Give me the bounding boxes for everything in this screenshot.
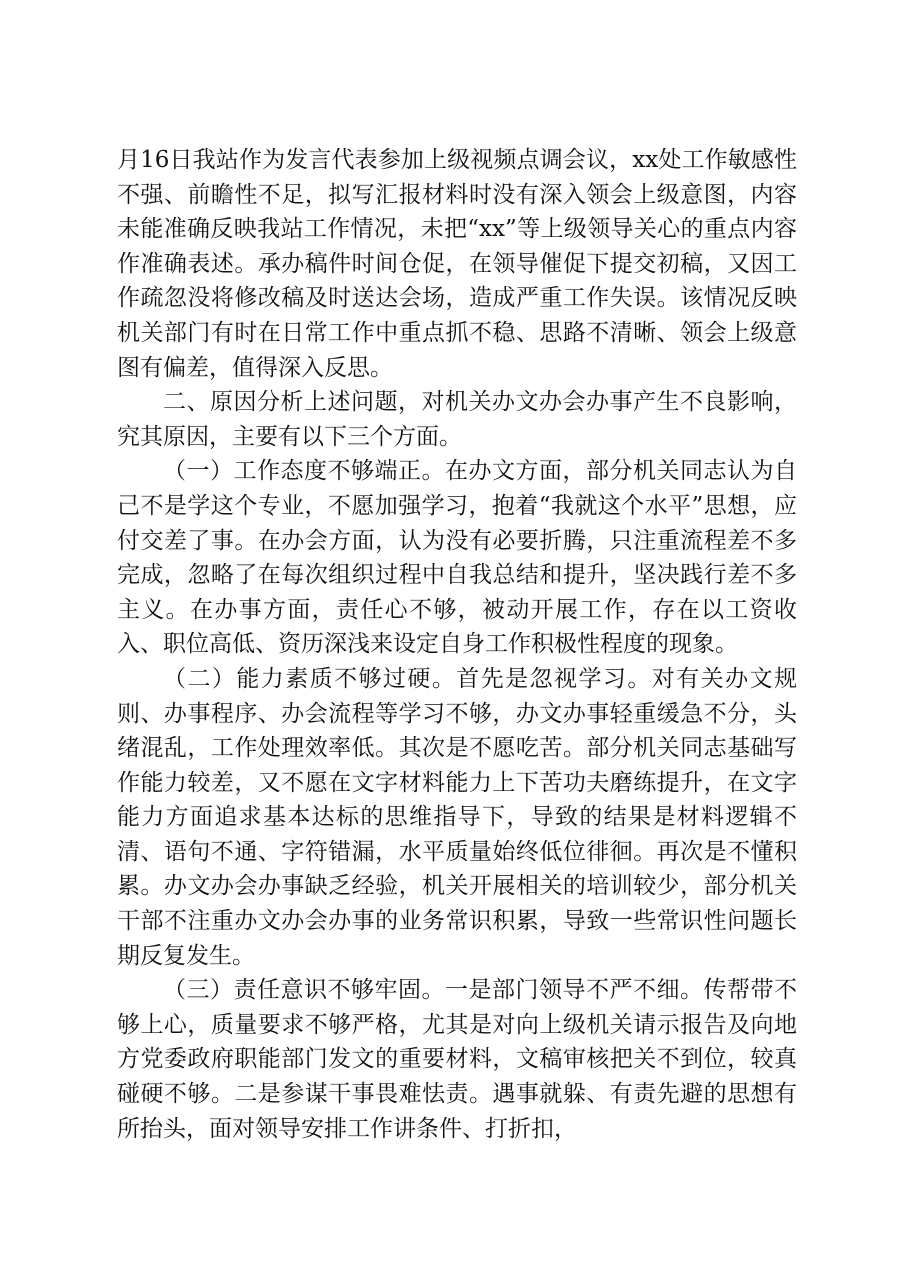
paragraph-continuation: 月16日我站作为发言代表参加上级视频点调会议，xx处工作敏感性不强、前瞻性不足，拟写汇报材料时没有深入领会上级意图，内容未能准确反映我站工作情况，未把“xx”等上级领导关心的重点内容作准确表述。承办稿件时间仓促，在领导催促下提交初稿，又因工作疏忽没将修改稿及时送达会场，造成严重工作失误。该情况反映机关部门有时在日常工作中重点抓不稳、思路不清晰、领会上级意图有偏差，值得深入反思。: [117, 147, 797, 381]
paragraph-ability-quality: （二）能力素质不够过硬。首先是忽视学习。对有关办文规则、办事程序、办会流程等学习不够，办文办事轻重缓急不分，头绪混乱，工作处理效率低。其次是不愿吃苦。部分机关同志基础写作能力较差，又不愿在文字材料能力上下苦功夫磨练提升，在文字能力方面追求基本达标的思维指导下，导致的结果是材料逻辑不清、语句不通、字符错漏，水平质量始终低位徘徊。再次是不懂积累。办文办会办事缺乏经验，机关开展相关的培训较少，部分机关干部不注重办文办会办事的业务常识积累，导致一些常识性问题长期反复发生。: [117, 665, 797, 969]
paragraph-responsibility: （三）责任意识不够牢固。一是部门领导不严不细。传帮带不够上心，质量要求不够严格，尤其是对向上级机关请示报告及向地方党委政府职能部门发文的重要材料，文稿审核把关不到位，较真碰硬不够。二是参谋干事畏难怯责。遇事就躲、有责先避的思想有所抬头，面对领导安排工作讲条件、打折扣，: [117, 977, 797, 1142]
paragraph-cause-analysis: 二、原因分析上述问题，对机关办文办会办事产生不良影响，究其原因，主要有以下三个方面。: [117, 389, 797, 450]
paragraph-work-attitude: （一）工作态度不够端正。在办文方面，部分机关同志认为自己不是学这个专业，不愿加强学习，抱着“我就这个水平”思想，应付交差了事。在办会方面，认为没有必要折腾，只注重流程差不多完成，忽略了在每次组织过程中自我总结和提升，坚决践行差不多主义。在办事方面，责任心不够，被动开展工作，存在以工资收入、职位高低、资历深浅来设定自身工作积极性程度的现象。: [117, 458, 797, 658]
document-body: [117, 143, 797, 1146]
